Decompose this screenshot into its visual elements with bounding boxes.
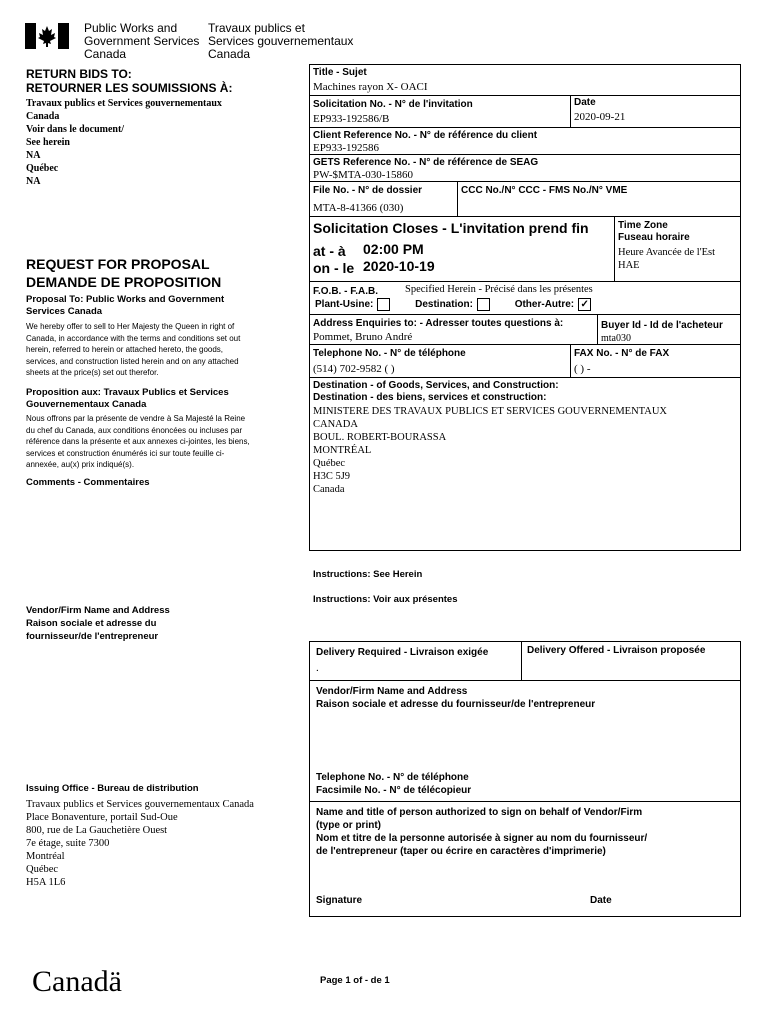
- telephone-value: (514) 702-9582 ( ): [313, 363, 395, 375]
- time-zone-label-en: Time Zone: [618, 220, 668, 231]
- return-bids-title-en: RETURN BIDS TO:: [26, 67, 132, 81]
- return-bids-line: See herein: [26, 137, 70, 148]
- canada-wordmark-logo: Canadä: [32, 965, 122, 998]
- issuing-line: Québec: [26, 864, 59, 875]
- dept-fr-line: Services gouvernementaux: [208, 34, 354, 48]
- destination-line: MONTRÉAL: [313, 445, 372, 456]
- return-bids-title: [26, 67, 232, 95]
- return-bids-line: Travaux publics et Services gouvernementaux: [26, 98, 222, 109]
- solicitation-no-value: EP933-192586/B: [313, 113, 390, 125]
- time-zone-value-line: Heure Avancée de l'Est: [618, 247, 716, 258]
- return-bids-line: Voir dans le document/: [26, 124, 125, 135]
- destination-line: Québec: [313, 458, 346, 469]
- time-zone-label-fr: Fuseau horaire: [618, 232, 690, 243]
- issuing-line: Place Bonaventure, portail Sud-Oue: [26, 812, 178, 823]
- plant-usine-checkbox[interactable]: [377, 298, 390, 311]
- date-value: 2020-09-21: [574, 111, 626, 123]
- file-no-label: File No. - N° de dossier: [313, 185, 423, 196]
- signature-date-label: Date: [590, 895, 612, 906]
- rfp-title: [26, 255, 221, 291]
- proposal-fr-heading: Proposition aux: Travaux Publics et Services Gouvernementaux Canada: [26, 387, 229, 410]
- title-value: Machines rayon X- OACI: [313, 81, 428, 93]
- rfp-title-en: REQUEST FOR PROPOSAL: [26, 256, 210, 272]
- destination-checkbox[interactable]: [477, 298, 490, 311]
- buyer-id-value: mta030: [601, 333, 631, 344]
- proposal-en-body: We hereby offer to sell to Her Majesty the Queen in right of Canada, in accordance with the terms and conditions set out herein, referred to herein or attached hereto, the goods, services, and construction listed herein and on any attached sheets at the price(s) set out therefor.: [26, 322, 241, 377]
- department-name-en: [84, 22, 199, 61]
- rfp-title-fr: DEMANDE DE PROPOSITION: [26, 274, 222, 290]
- signature-label: Signature: [316, 895, 363, 906]
- tel-fax-line: Facsimile No. - N° de télécopieur: [316, 785, 472, 796]
- tel-fax-line: Telephone No. - N° de téléphone: [316, 772, 469, 783]
- authorized-line: de l'entrepreneur (taper ou écrire en caractères d'imprimerie): [316, 846, 606, 857]
- address-enquiries-label: Address Enquiries to: - Adresser toutes questions à:: [313, 318, 564, 329]
- destination-address: [313, 405, 667, 496]
- vendor-left-line: Raison sociale et adresse du: [26, 618, 157, 629]
- authorized-signer-block: [316, 806, 647, 858]
- fax-label: FAX No. - N° de FAX: [574, 348, 670, 359]
- authorized-line: Nom et titre de la personne autorisée à signer au nom du fournisseur/: [316, 833, 648, 844]
- destination-line: Canada: [313, 484, 345, 495]
- destination-line: CANADA: [313, 419, 358, 430]
- dept-fr-line: Canada: [208, 47, 251, 61]
- delivery-required-value: .: [316, 662, 319, 674]
- comments-label: Comments - Commentaires: [26, 477, 150, 488]
- canada-flag-icon: [25, 23, 69, 49]
- file-no-value: MTA-8-41366 (030): [313, 202, 404, 214]
- other-autre-label: Other-Autre:: [514, 299, 575, 311]
- time-zone-value: [618, 246, 715, 272]
- vendor-right-line: Raison sociale et adresse du fournisseur/de l'entrepreneur: [316, 699, 596, 710]
- destination-line: H3C 5J9: [313, 471, 351, 482]
- buyer-id-label: Buyer Id - Id de l'acheteur: [601, 320, 723, 331]
- telephone-label: Telephone No. - N° de téléphone: [313, 348, 466, 359]
- instructions-fr: Instructions: Voir aux présentes: [313, 594, 458, 605]
- time-zone-value-line: HAE: [618, 260, 640, 271]
- delivery-required-label: Delivery Required - Livraison exigée: [316, 647, 489, 658]
- return-bids-line: Québec: [26, 163, 59, 174]
- dept-fr-line: Travaux publics et: [208, 21, 305, 35]
- destination-label-fr: Destination - des biens, services et construction:: [313, 392, 547, 403]
- destination-line: BOUL. ROBERT-BOURASSA: [313, 432, 447, 443]
- dept-en-line: Public Works and: [84, 21, 178, 35]
- destination-line: MINISTERE DES TRAVAUX PUBLICS ET SERVICES GOUVERNEMENTAUX: [313, 406, 667, 417]
- client-ref-value: EP933-192586: [313, 142, 379, 154]
- delivery-offered-label: Delivery Offered - Livraison proposée: [527, 645, 706, 656]
- instructions-en: Instructions: See Herein: [313, 569, 423, 580]
- fax-value: ( ) -: [574, 363, 591, 375]
- address-enquiries-value: Pommet, Bruno André: [313, 331, 413, 343]
- vendor-right-line: Vendor/Firm Name and Address: [316, 686, 468, 697]
- return-bids-line: Canada: [26, 111, 60, 122]
- vendor-left-block: [26, 604, 170, 643]
- issuing-line: 7e étage, suite 7300: [26, 838, 110, 849]
- vendor-left-line: Vendor/Firm Name and Address: [26, 605, 170, 616]
- issuing-line: 800, rue de La Gauchetière Ouest: [26, 825, 168, 836]
- destination-label-en: Destination - of Goods, Services, and Construction:: [313, 380, 559, 391]
- closes-date-value: 2020-10-19: [363, 258, 435, 274]
- client-ref-label: Client Reference No. - N° de référence du client: [313, 130, 538, 141]
- ccc-no-label: CCC No./N° CCC - FMS No./N° VME: [461, 185, 628, 196]
- issuing-office-address: [26, 798, 254, 889]
- destination-label: Destination:: [415, 299, 473, 311]
- vendor-left-line: fournisseur/de l'entrepreneur: [26, 631, 159, 642]
- proposal-en-heading: Proposal To: Public Works and Government Services Canada: [26, 294, 225, 317]
- department-name-fr: [208, 22, 353, 61]
- plant-usine-label: Plant-Usine:: [315, 299, 374, 311]
- fob-label: F.O.B. - F.A.B.: [313, 286, 378, 297]
- return-bids-address: [26, 97, 222, 188]
- vendor-right-block: [316, 685, 595, 711]
- solicitation-no-label: Solicitation No. - N° de l'invitation: [313, 99, 473, 110]
- gets-ref-label: GETS Reference No. - N° de référence de SEAG: [313, 157, 539, 168]
- authorized-line: Name and title of person authorized to sign on behalf of Vendor/Firm: [316, 807, 643, 818]
- closes-time-value: 02:00 PM: [363, 241, 424, 257]
- title-label: Title - Sujet: [313, 67, 367, 78]
- closes-on-label: on - le: [313, 260, 355, 276]
- page-number: Page 1 of - de 1: [320, 975, 390, 986]
- dept-en-line: Canada: [84, 47, 127, 61]
- authorized-line: (type or print): [316, 820, 381, 831]
- issuing-line: H5A 1L6: [26, 877, 66, 888]
- proposal-fr-body: Nous offrons par la présente de vendre à Sa Majesté la Reine du chef du Canada, aux conditions énoncées ou incluses par référence dans la présente et aux annexes ci-jointes, les biens, services et construction énumérés ici sur toute feuille ci-annexée, au(x) prix indiqué(s).: [26, 414, 250, 469]
- issuing-line: Travaux publics et Services gouvernementaux Canada: [26, 799, 254, 810]
- time-zone-label: [618, 220, 690, 244]
- return-bids-title-fr: RETOURNER LES SOUMISSIONS À:: [26, 81, 233, 95]
- return-bids-line: NA: [26, 150, 41, 161]
- dept-en-line: Government Services: [84, 34, 200, 48]
- issuing-office-heading: Issuing Office - Bureau de distribution: [26, 783, 199, 794]
- return-bids-line: NA: [26, 176, 41, 187]
- destination-label-block: [313, 380, 559, 404]
- tel-fax-block: [316, 771, 471, 797]
- other-autre-checkbox[interactable]: ✓: [578, 298, 591, 311]
- date-label: Date: [574, 97, 596, 108]
- solicitation-closes-title: Solicitation Closes - L'invitation prend fin: [313, 220, 589, 236]
- issuing-line: Montréal: [26, 851, 65, 862]
- gets-ref-value: PW-$MTA-030-15860: [313, 169, 413, 181]
- fob-options: [315, 298, 591, 311]
- closes-at-label: at - à: [313, 243, 346, 259]
- fob-value: Specified Herein - Précisé dans les présentes: [405, 284, 593, 295]
